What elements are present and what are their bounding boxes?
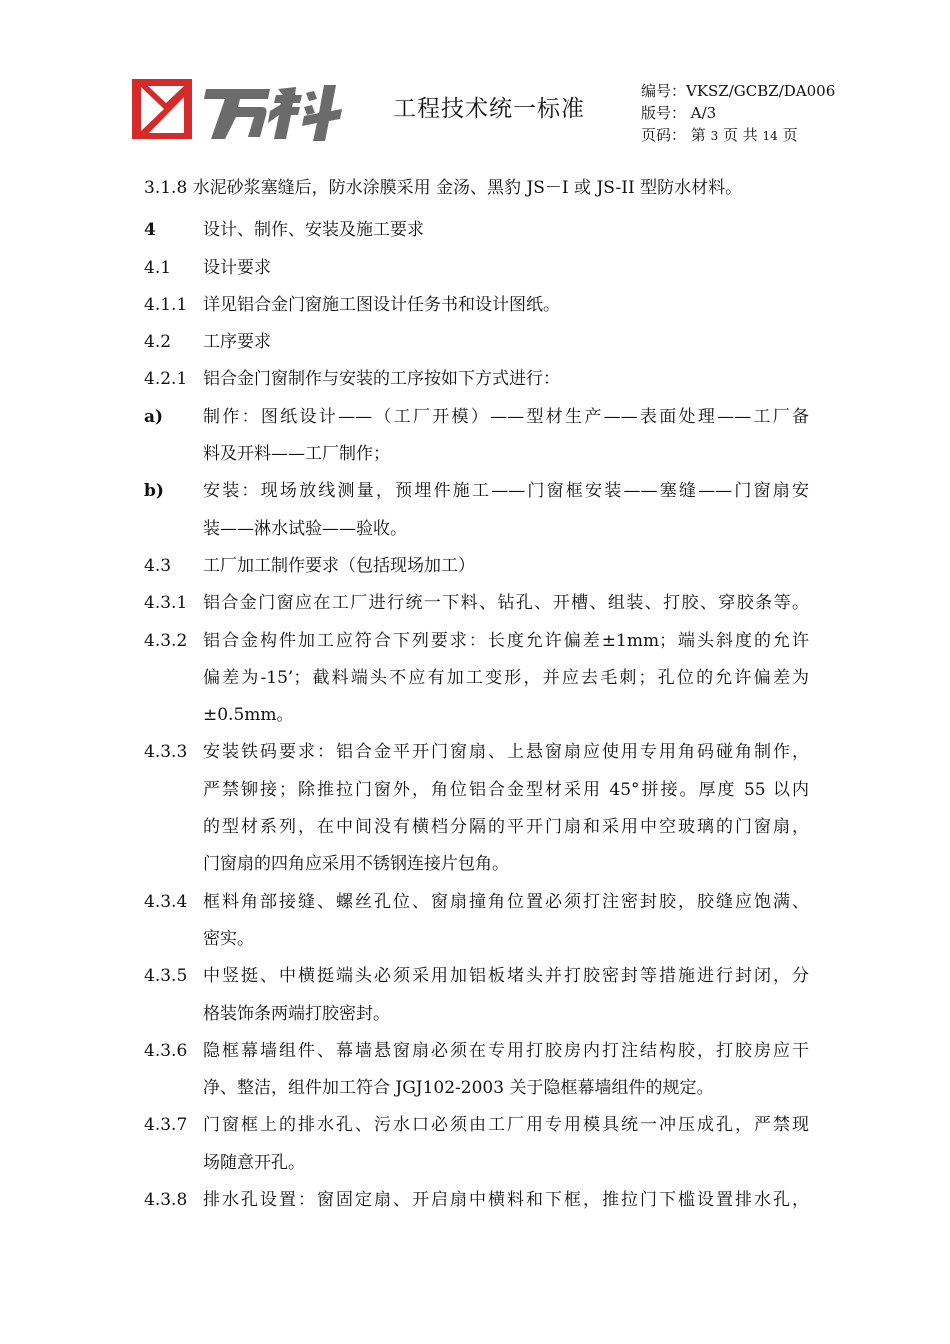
text-line: [144, 697, 814, 734]
text-line: [144, 1107, 814, 1144]
line-text: 3.1.8 水泥砂浆塞缝后，防水涂膜采用 金汤、黑豹 JS－I 或 JS-II 型防水材料。: [144, 178, 743, 198]
section-number: 4.3.2: [144, 630, 188, 651]
text-line: [144, 473, 814, 510]
line-text: 场随意开孔。: [203, 1152, 305, 1173]
line-text: 排水孔设置：窗固定扇、开启扇中横料和下框，推拉门下槛设置排水孔，: [203, 1190, 809, 1211]
line-text: 铝合金门窗应在工厂进行统一下料、钻孔、开槽、组装、打胶、穿胶条等。: [203, 593, 809, 614]
document-meta: [641, 80, 835, 147]
section-number: 4.1: [144, 257, 172, 278]
line-text: 严禁铆接；除推拉门窗外，角位铝合金型材采用 45°拼接。厚度 55 以内: [203, 779, 809, 800]
page-total: 14: [762, 129, 778, 143]
vanke-logo: [128, 75, 350, 145]
document-code: 编号：VKSZ/GCBZ/DA006: [641, 82, 836, 100]
line-text: 格装饰条两端打胶密封。: [203, 1003, 390, 1024]
text-line: [144, 996, 814, 1033]
text-line: [144, 250, 814, 287]
line-text: 装——淋水试验——验收。: [203, 518, 407, 539]
section-number: 4.3.8: [144, 1190, 188, 1211]
text-line: [144, 399, 814, 436]
section-number: 4.3.6: [144, 1040, 188, 1061]
page-suffix: 页: [782, 126, 798, 144]
line-text: 安装：现场放线测量，预埋件施工——门窗框安装——塞缝——门窗扇安: [203, 481, 809, 502]
vanke-logo-mark: [128, 75, 350, 145]
text-line: [144, 361, 814, 398]
line-text: 的型材系列，在中间没有横档分隔的平开门扇和采用中空玻璃的门窗扇，: [203, 817, 809, 838]
text-line: [144, 324, 814, 361]
line-text: 框料角部接缝、螺丝孔位、窗扇撞角位置必须打注密封胶，胶缝应饱满、: [203, 891, 809, 912]
section-number: 4.3.3: [144, 742, 188, 763]
text-line: [144, 1033, 814, 1070]
text-line: [144, 585, 814, 622]
text-line: [144, 1182, 814, 1219]
page-mid: 页 共: [722, 126, 758, 144]
section-number: a): [144, 406, 164, 427]
line-text: 详见铝合金门窗施工图设计任务书和设计图纸。: [203, 294, 560, 315]
text-line: [144, 1070, 814, 1107]
text-line: [144, 1145, 814, 1182]
line-text: 铝合金构件加工应符合下列要求：长度允许偏差±1mm；端头斜度的允许: [203, 630, 809, 651]
page-prefix: 页码： 第: [641, 126, 706, 144]
line-text: 铝合金门窗制作与安装的工序按如下方式进行：: [203, 369, 560, 390]
section-number: 4.2.1: [144, 369, 188, 390]
section-number: 4.3.5: [144, 966, 188, 987]
line-text: 料及开料——工厂制作；: [203, 444, 390, 465]
text-line: [144, 846, 814, 883]
text-line: [144, 548, 814, 585]
line-text: 中竖挺、中横挺端头必须采用加铝板堵头并打胶密封等措施进行封闭，分: [203, 966, 809, 987]
line-text: 工厂加工制作要求（包括现场加工）: [203, 555, 475, 576]
text-line: [144, 212, 814, 249]
text-line: [144, 660, 814, 697]
document-version: 版号： A/3: [641, 104, 717, 122]
section-number: 4.1.1: [144, 294, 188, 315]
line-text: 门窗扇的四角应采用不锈钢连接片包角。: [203, 854, 509, 875]
line-text: ±0.5mm。: [203, 705, 294, 726]
page-current: 3: [710, 129, 719, 143]
document-body: [144, 170, 814, 1219]
line-text: 工序要求: [203, 332, 271, 353]
text-line: [144, 170, 814, 207]
section-number: 4.3.4: [144, 891, 188, 912]
line-text: 偏差为-15’；截料端头不应有加工变形，并应去毛刺；孔位的允许偏差为: [203, 667, 809, 688]
line-text: 安装铁码要求：铝合金平开门窗扇、上悬窗扇应使用专用角码碰角制作，: [203, 742, 809, 763]
page-number: [641, 124, 835, 147]
text-line: [144, 511, 814, 548]
section-number: 4.2: [144, 332, 172, 353]
line-text: 密实。: [203, 928, 254, 949]
text-line: [144, 287, 814, 324]
section-number: 4: [144, 220, 156, 241]
text-line: [144, 809, 814, 846]
line-text: 净、整洁，组件加工符合 JGJ102-2003 关于隐框幕墙组件的规定。: [203, 1078, 714, 1099]
line-text: 门窗框上的排水孔、污水口必须由工厂用专用模具统一冲压成孔，严禁现: [203, 1115, 809, 1136]
line-text: 设计、制作、安装及施工要求: [203, 220, 424, 241]
text-line: [144, 734, 814, 771]
line-text: 设计要求: [203, 257, 271, 278]
section-number: 4.3.1: [144, 593, 188, 614]
text-line: [144, 884, 814, 921]
text-line: [144, 921, 814, 958]
text-line: [144, 436, 814, 473]
document-title: 工程技术统一标准: [393, 96, 585, 122]
section-number: 4.3: [144, 555, 172, 576]
section-number: b): [144, 481, 164, 502]
line-text: 隐框幕墙组件、幕墙悬窗扇必须在专用打胶房内打注结构胶，打胶房应干: [203, 1040, 809, 1061]
text-line: [144, 623, 814, 660]
section-number: 4.3.7: [144, 1115, 188, 1136]
text-line: [144, 772, 814, 809]
text-line: [144, 958, 814, 995]
line-text: 制作：图纸设计——（工厂开模）——型材生产——表面处理——工厂备: [203, 406, 809, 427]
